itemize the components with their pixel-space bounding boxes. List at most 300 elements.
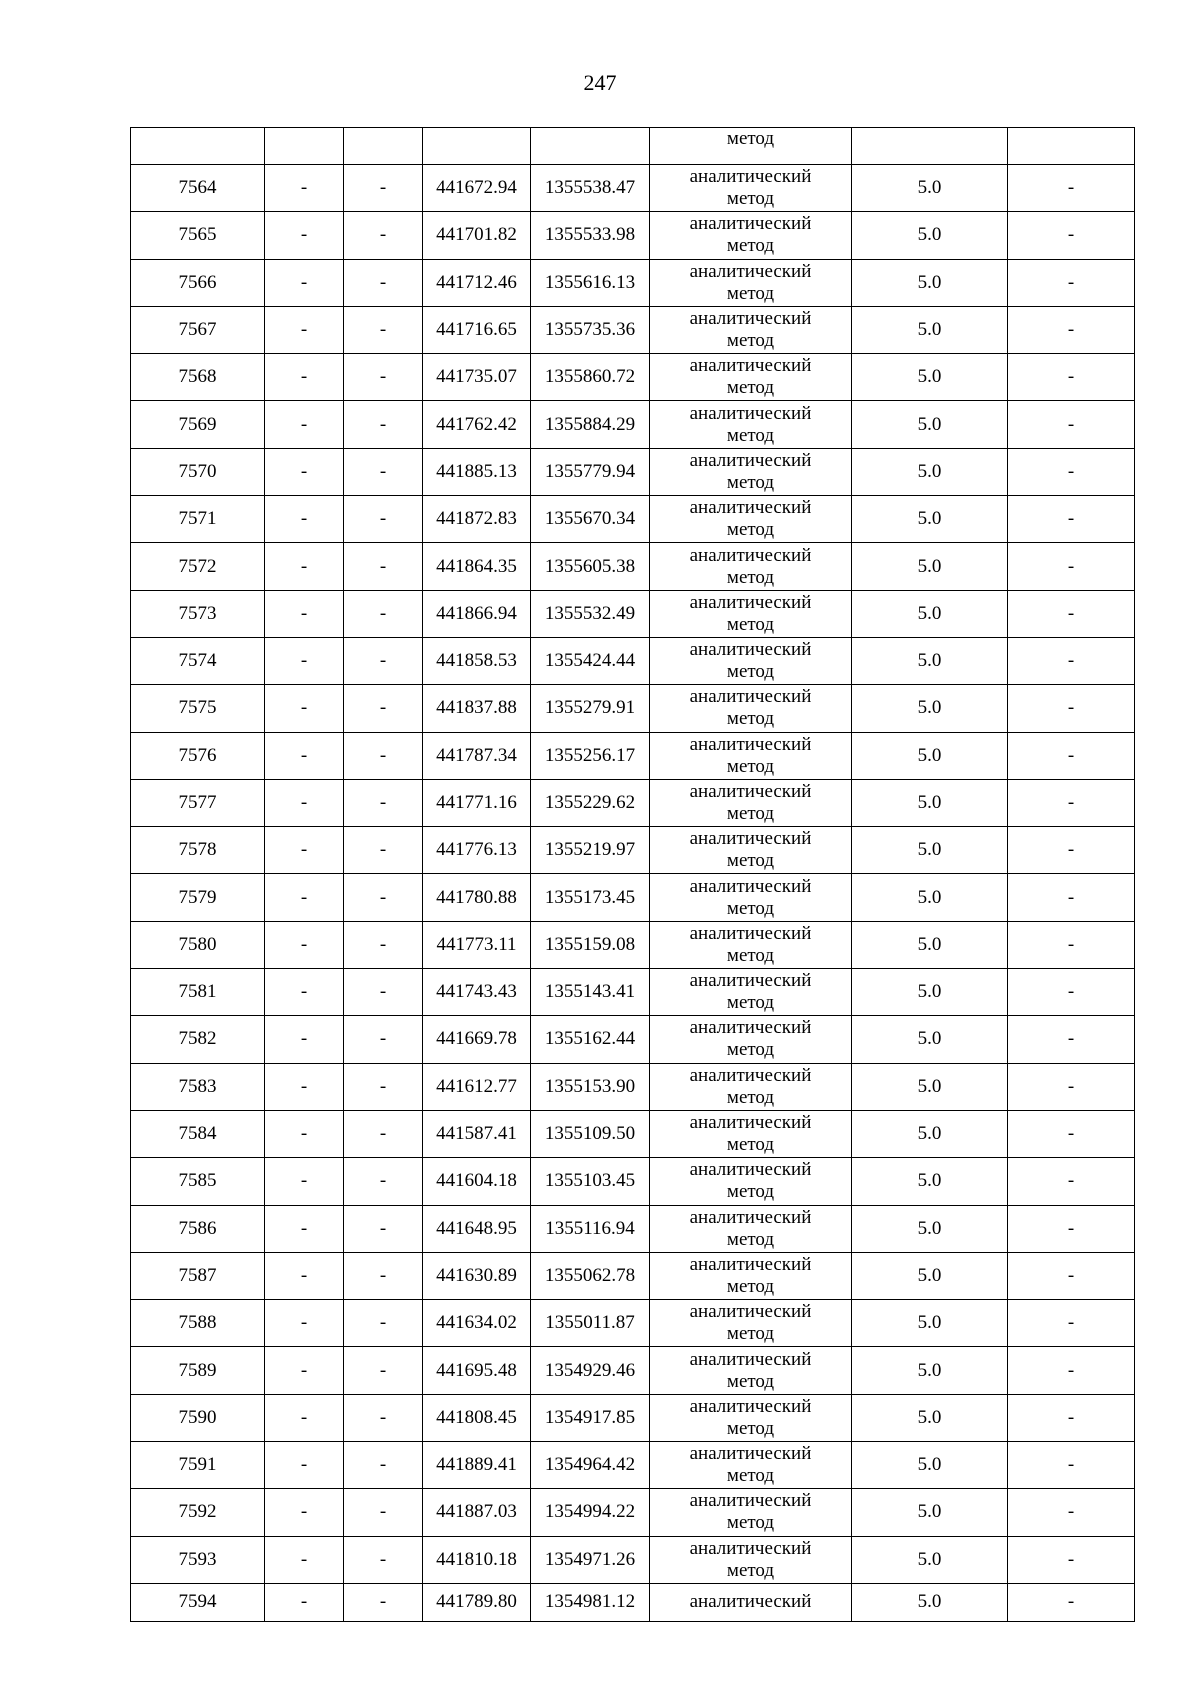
- cell-id: 7592: [131, 1489, 265, 1536]
- cell-y: 1355532.49: [531, 590, 650, 637]
- method-line-2: метод: [726, 471, 775, 493]
- cell-col3: -: [344, 1394, 423, 1441]
- cell-col3: -: [344, 306, 423, 353]
- cell-x: 441776.13: [423, 827, 531, 874]
- cell-col3: -: [344, 779, 423, 826]
- table-row: [131, 874, 1135, 921]
- table-row: [131, 1158, 1135, 1205]
- cell-x: 441612.77: [423, 1063, 531, 1110]
- cell-id: 7590: [131, 1394, 265, 1441]
- cell-note: -: [1008, 1252, 1135, 1299]
- method-line-2: метод: [726, 1039, 775, 1061]
- method-line-1: аналитический: [689, 260, 812, 282]
- table-row: [131, 1205, 1135, 1252]
- cell-x: 441630.89: [423, 1252, 531, 1299]
- cell-col2: -: [265, 921, 344, 968]
- method-line-1: аналитический: [689, 1443, 812, 1465]
- cell-col3: -: [344, 685, 423, 732]
- method-line-1: аналитический: [689, 544, 812, 566]
- table-row: [131, 969, 1135, 1016]
- method-line-2: метод: [726, 897, 775, 919]
- cell-method: [650, 1205, 852, 1252]
- cell-method: [650, 1489, 852, 1536]
- cell-col3: -: [344, 1442, 423, 1489]
- method-line-1: аналитический: [689, 308, 812, 330]
- cell-id: [131, 128, 265, 165]
- cell-x: 441866.94: [423, 590, 531, 637]
- cell-method: [650, 1300, 852, 1347]
- cell-note: -: [1008, 921, 1135, 968]
- cell-y: 1354964.42: [531, 1442, 650, 1489]
- cell-method: [650, 921, 852, 968]
- method-line-1: аналитический: [689, 1253, 812, 1275]
- cell-y: 1355605.38: [531, 543, 650, 590]
- cell-method: [650, 969, 852, 1016]
- cell-accuracy: 5.0: [852, 590, 1008, 637]
- table-row: [131, 1110, 1135, 1157]
- cell-x: 441762.42: [423, 401, 531, 448]
- cell-accuracy: 5.0: [852, 732, 1008, 779]
- cell-note: -: [1008, 1016, 1135, 1063]
- method-line-1: аналитический: [689, 166, 812, 188]
- cell-col2: -: [265, 779, 344, 826]
- method-line-2: метод: [726, 661, 775, 683]
- cell-method: [650, 1158, 852, 1205]
- cell-accuracy: 5.0: [852, 637, 1008, 684]
- cell-col3: [344, 128, 423, 165]
- cell-note: -: [1008, 685, 1135, 732]
- cell-x: 441810.18: [423, 1536, 531, 1583]
- cell-id: 7568: [131, 354, 265, 401]
- cell-note: -: [1008, 1536, 1135, 1583]
- cell-x: 441872.83: [423, 496, 531, 543]
- cell-note: -: [1008, 1300, 1135, 1347]
- cell-col3: -: [344, 1252, 423, 1299]
- cell-accuracy: 5.0: [852, 1300, 1008, 1347]
- cell-id: 7565: [131, 212, 265, 259]
- cell-id: 7569: [131, 401, 265, 448]
- cell-id: 7575: [131, 685, 265, 732]
- cell-method: [650, 306, 852, 353]
- cell-col2: -: [265, 212, 344, 259]
- cell-method: [650, 1442, 852, 1489]
- cell-note: -: [1008, 637, 1135, 684]
- cell-id: 7587: [131, 1252, 265, 1299]
- cell-method: [650, 354, 852, 401]
- cell-y: 1355116.94: [531, 1205, 650, 1252]
- method-line-2: метод: [726, 1086, 775, 1108]
- cell-col2: -: [265, 1442, 344, 1489]
- cell-note: -: [1008, 732, 1135, 779]
- cell-x: 441735.07: [423, 354, 531, 401]
- method-line-2: метод: [726, 519, 775, 541]
- cell-y: 1355109.50: [531, 1110, 650, 1157]
- cell-note: [1008, 128, 1135, 165]
- method-line-2: метод: [726, 708, 775, 730]
- cell-col3: -: [344, 401, 423, 448]
- page-number: 247: [583, 70, 617, 95]
- method-line-1: аналитический: [689, 922, 812, 944]
- table-row: [131, 921, 1135, 968]
- cell-accuracy: 5.0: [852, 354, 1008, 401]
- cell-y: 1355229.62: [531, 779, 650, 826]
- table-row: [131, 1442, 1135, 1489]
- cell-note: -: [1008, 448, 1135, 495]
- cell-note: -: [1008, 306, 1135, 353]
- cell-col3: -: [344, 259, 423, 306]
- cell-x: 441648.95: [423, 1205, 531, 1252]
- method-line-1: аналитический: [689, 1206, 812, 1228]
- method-line-2: метод: [726, 613, 775, 635]
- cell-col2: -: [265, 543, 344, 590]
- cell-note: -: [1008, 969, 1135, 1016]
- method-line-2: метод: [726, 944, 775, 966]
- cell-note: -: [1008, 212, 1135, 259]
- cell-y: 1355670.34: [531, 496, 650, 543]
- cell-col3: -: [344, 165, 423, 212]
- cell-y: 1355143.41: [531, 969, 650, 1016]
- cell-method: аналитический: [650, 1583, 852, 1621]
- cell-method: [650, 165, 852, 212]
- cell-x: 441695.48: [423, 1347, 531, 1394]
- method-line-1: аналитический: [689, 686, 812, 708]
- table-row: [131, 1583, 1135, 1621]
- method-line-1: аналитический: [689, 1348, 812, 1370]
- cell-y: 1355616.13: [531, 259, 650, 306]
- table-row: [131, 732, 1135, 779]
- method-line-2: метод: [726, 1275, 775, 1297]
- cell-accuracy: 5.0: [852, 1347, 1008, 1394]
- method-line-2: метод: [726, 1512, 775, 1534]
- method-line-2: метод: [726, 282, 775, 304]
- cell-y: 1355860.72: [531, 354, 650, 401]
- method-line-2: метод: [726, 1465, 775, 1487]
- cell-accuracy: 5.0: [852, 874, 1008, 921]
- cell-accuracy: 5.0: [852, 1063, 1008, 1110]
- method-line-1: аналитический: [689, 781, 812, 802]
- cell-x: [423, 128, 531, 165]
- cell-col3: -: [344, 1063, 423, 1110]
- cell-accuracy: 5.0: [852, 1205, 1008, 1252]
- method-line-1: аналитический: [689, 213, 812, 235]
- cell-note: -: [1008, 1583, 1135, 1621]
- cell-method: [650, 496, 852, 543]
- cell-accuracy: 5.0: [852, 1252, 1008, 1299]
- cell-accuracy: 5.0: [852, 212, 1008, 259]
- method-line-1: аналитический: [689, 1064, 812, 1086]
- cell-id: 7573: [131, 590, 265, 637]
- cell-method: [650, 874, 852, 921]
- cell-x: 441587.41: [423, 1110, 531, 1157]
- cell-method: [650, 259, 852, 306]
- method-line-1: аналитический: [689, 402, 812, 424]
- cell-y: 1355256.17: [531, 732, 650, 779]
- method-line-2: метод: [726, 188, 775, 210]
- cell-y: 1355159.08: [531, 921, 650, 968]
- cell-method: метод: [650, 128, 852, 165]
- cell-id: 7584: [131, 1110, 265, 1157]
- cell-col3: -: [344, 448, 423, 495]
- cell-col3: -: [344, 637, 423, 684]
- cell-accuracy: 5.0: [852, 259, 1008, 306]
- method-line-2: метод: [726, 424, 775, 446]
- cell-col2: -: [265, 1536, 344, 1583]
- cell-id: 7571: [131, 496, 265, 543]
- cell-col3: -: [344, 1300, 423, 1347]
- cell-id: 7585: [131, 1158, 265, 1205]
- table-row: [131, 1300, 1135, 1347]
- cell-x: 441780.88: [423, 874, 531, 921]
- table-row: [131, 354, 1135, 401]
- cell-y: 1355735.36: [531, 306, 650, 353]
- cell-note: -: [1008, 1158, 1135, 1205]
- cell-id: 7577: [131, 779, 265, 826]
- cell-col3: -: [344, 732, 423, 779]
- cell-method: [650, 590, 852, 637]
- cell-col3: -: [344, 1016, 423, 1063]
- method-line-2: метод: [726, 1417, 775, 1439]
- cell-id: 7594: [131, 1583, 265, 1621]
- table-row: [131, 1536, 1135, 1583]
- table-row: [131, 259, 1135, 306]
- cell-y: 1355538.47: [531, 165, 650, 212]
- method-line-2: метод: [726, 1370, 775, 1392]
- cell-col3: -: [344, 1347, 423, 1394]
- cell-method: [650, 1347, 852, 1394]
- cell-accuracy: 5.0: [852, 306, 1008, 353]
- method-line-2: метод: [726, 330, 775, 352]
- table-row: [131, 1016, 1135, 1063]
- table-body: [131, 128, 1135, 1622]
- cell-col2: -: [265, 827, 344, 874]
- cell-col3: -: [344, 1489, 423, 1536]
- cell-col3: -: [344, 354, 423, 401]
- cell-method: [650, 685, 852, 732]
- method-line-1: аналитический: [689, 1159, 812, 1181]
- cell-method: [650, 1016, 852, 1063]
- method-line-2: метод: [726, 566, 775, 588]
- method-line-1: аналитический: [689, 449, 812, 471]
- cell-note: -: [1008, 1347, 1135, 1394]
- cell-accuracy: 5.0: [852, 448, 1008, 495]
- cell-col2: -: [265, 306, 344, 353]
- cell-y: 1354971.26: [531, 1536, 650, 1583]
- cell-col2: -: [265, 1063, 344, 1110]
- cell-col3: -: [344, 1158, 423, 1205]
- method-line-1: аналитический: [689, 733, 812, 755]
- cell-col2: -: [265, 1347, 344, 1394]
- cell-y: 1355011.87: [531, 1300, 650, 1347]
- cell-col3: -: [344, 1536, 423, 1583]
- cell-col3: -: [344, 1205, 423, 1252]
- cell-id: 7591: [131, 1442, 265, 1489]
- cell-method: [650, 1536, 852, 1583]
- cell-id: 7581: [131, 969, 265, 1016]
- cell-note: -: [1008, 1489, 1135, 1536]
- cell-x: 441889.41: [423, 1442, 531, 1489]
- cell-x: 441716.65: [423, 306, 531, 353]
- cell-method: [650, 1110, 852, 1157]
- cell-col2: -: [265, 590, 344, 637]
- cell-note: -: [1008, 1442, 1135, 1489]
- cell-id: 7564: [131, 165, 265, 212]
- cell-accuracy: 5.0: [852, 1489, 1008, 1536]
- continuation-row: [131, 128, 1135, 165]
- method-line-1: аналитический: [689, 828, 812, 850]
- cell-x: 441771.16: [423, 779, 531, 826]
- cell-id: 7593: [131, 1536, 265, 1583]
- cell-col3: -: [344, 921, 423, 968]
- cell-method: [650, 448, 852, 495]
- method-line-2: метод: [726, 850, 775, 872]
- method-line-1: аналитический: [689, 1301, 812, 1323]
- cell-y: 1354994.22: [531, 1489, 650, 1536]
- cell-x: 441701.82: [423, 212, 531, 259]
- cell-col2: -: [265, 685, 344, 732]
- cell-y: 1355279.91: [531, 685, 650, 732]
- cell-y: 1355884.29: [531, 401, 650, 448]
- cell-note: -: [1008, 827, 1135, 874]
- cell-method: [650, 212, 852, 259]
- cell-x: 441885.13: [423, 448, 531, 495]
- cell-col2: -: [265, 1300, 344, 1347]
- cell-accuracy: 5.0: [852, 1394, 1008, 1441]
- cell-id: 7582: [131, 1016, 265, 1063]
- cell-accuracy: 5.0: [852, 165, 1008, 212]
- method-line-2: метод: [726, 377, 775, 399]
- table-row: [131, 1063, 1135, 1110]
- table-row: [131, 637, 1135, 684]
- method-line-1: аналитический: [689, 639, 812, 661]
- cell-note: -: [1008, 165, 1135, 212]
- table-row: [131, 306, 1135, 353]
- cell-x: 441773.11: [423, 921, 531, 968]
- cell-col2: [265, 128, 344, 165]
- cell-note: -: [1008, 401, 1135, 448]
- cell-method: [650, 1252, 852, 1299]
- method-line-2: метод: [726, 1181, 775, 1203]
- method-line-2: метод: [726, 1559, 775, 1581]
- cell-accuracy: 5.0: [852, 401, 1008, 448]
- table-row: [131, 1489, 1135, 1536]
- table-row: [131, 590, 1135, 637]
- cell-accuracy: 5.0: [852, 1583, 1008, 1621]
- method-line-2: метод: [726, 1228, 775, 1250]
- cell-col2: -: [265, 165, 344, 212]
- cell-method: [650, 732, 852, 779]
- cell-id: 7580: [131, 921, 265, 968]
- method-line-2: метод: [726, 235, 775, 257]
- cell-note: -: [1008, 1394, 1135, 1441]
- cell-y: 1355162.44: [531, 1016, 650, 1063]
- cell-col2: -: [265, 1158, 344, 1205]
- cell-note: -: [1008, 543, 1135, 590]
- method-line-1: аналитический: [689, 1490, 812, 1512]
- cell-id: 7586: [131, 1205, 265, 1252]
- cell-x: 441712.46: [423, 259, 531, 306]
- table-row: [131, 165, 1135, 212]
- cell-col2: -: [265, 448, 344, 495]
- cell-method: [650, 827, 852, 874]
- cell-col2: -: [265, 1394, 344, 1441]
- table-row: [131, 496, 1135, 543]
- cell-x: 441887.03: [423, 1489, 531, 1536]
- method-line-1: аналитический: [689, 1112, 812, 1134]
- cell-x: 441669.78: [423, 1016, 531, 1063]
- cell-id: 7588: [131, 1300, 265, 1347]
- table-row: [131, 543, 1135, 590]
- cell-note: -: [1008, 590, 1135, 637]
- cell-y: 1354981.12: [531, 1583, 650, 1621]
- cell-col2: -: [265, 969, 344, 1016]
- cell-accuracy: 5.0: [852, 496, 1008, 543]
- cell-accuracy: 5.0: [852, 1158, 1008, 1205]
- method-line-1: аналитический: [689, 497, 812, 519]
- cell-note: -: [1008, 1205, 1135, 1252]
- table-row: [131, 448, 1135, 495]
- cell-col3: -: [344, 969, 423, 1016]
- method-line-1: аналитический: [689, 1395, 812, 1417]
- cell-col3: -: [344, 827, 423, 874]
- cell-y: [531, 128, 650, 165]
- method-line-2: метод: [726, 992, 775, 1014]
- cell-x: 441672.94: [423, 165, 531, 212]
- cell-id: 7567: [131, 306, 265, 353]
- table-row: [131, 1347, 1135, 1394]
- cell-col3: -: [344, 543, 423, 590]
- cell-note: -: [1008, 874, 1135, 921]
- cell-method: [650, 401, 852, 448]
- cell-y: 1355533.98: [531, 212, 650, 259]
- cell-method: [650, 543, 852, 590]
- cell-col2: -: [265, 732, 344, 779]
- cell-y: 1355779.94: [531, 448, 650, 495]
- cell-accuracy: 5.0: [852, 543, 1008, 590]
- cell-accuracy: 5.0: [852, 1442, 1008, 1489]
- cell-col2: -: [265, 1016, 344, 1063]
- cell-method: [650, 1394, 852, 1441]
- method-line-1: аналитический: [689, 1017, 812, 1039]
- method-line-1: аналитический: [689, 355, 812, 377]
- cell-col2: -: [265, 259, 344, 306]
- cell-note: -: [1008, 1063, 1135, 1110]
- cell-x: 441858.53: [423, 637, 531, 684]
- cell-accuracy: 5.0: [852, 1110, 1008, 1157]
- cell-x: 441837.88: [423, 685, 531, 732]
- cell-method: [650, 637, 852, 684]
- cell-y: 1354917.85: [531, 1394, 650, 1441]
- cell-col3: -: [344, 590, 423, 637]
- table-row: [131, 212, 1135, 259]
- cell-method: [650, 779, 852, 826]
- cell-id: 7566: [131, 259, 265, 306]
- cell-note: -: [1008, 354, 1135, 401]
- cell-y: 1355153.90: [531, 1063, 650, 1110]
- cell-col3: -: [344, 212, 423, 259]
- coordinates-table: [130, 127, 1135, 1622]
- method-line-1: аналитический: [689, 970, 812, 992]
- cell-id: 7572: [131, 543, 265, 590]
- cell-note: -: [1008, 779, 1135, 826]
- cell-x: 441743.43: [423, 969, 531, 1016]
- cell-y: 1355173.45: [531, 874, 650, 921]
- cell-accuracy: 5.0: [852, 1536, 1008, 1583]
- cell-col2: -: [265, 1489, 344, 1536]
- cell-x: 441634.02: [423, 1300, 531, 1347]
- method-line-2: метод: [726, 1323, 775, 1345]
- table-row: [131, 685, 1135, 732]
- cell-x: 441604.18: [423, 1158, 531, 1205]
